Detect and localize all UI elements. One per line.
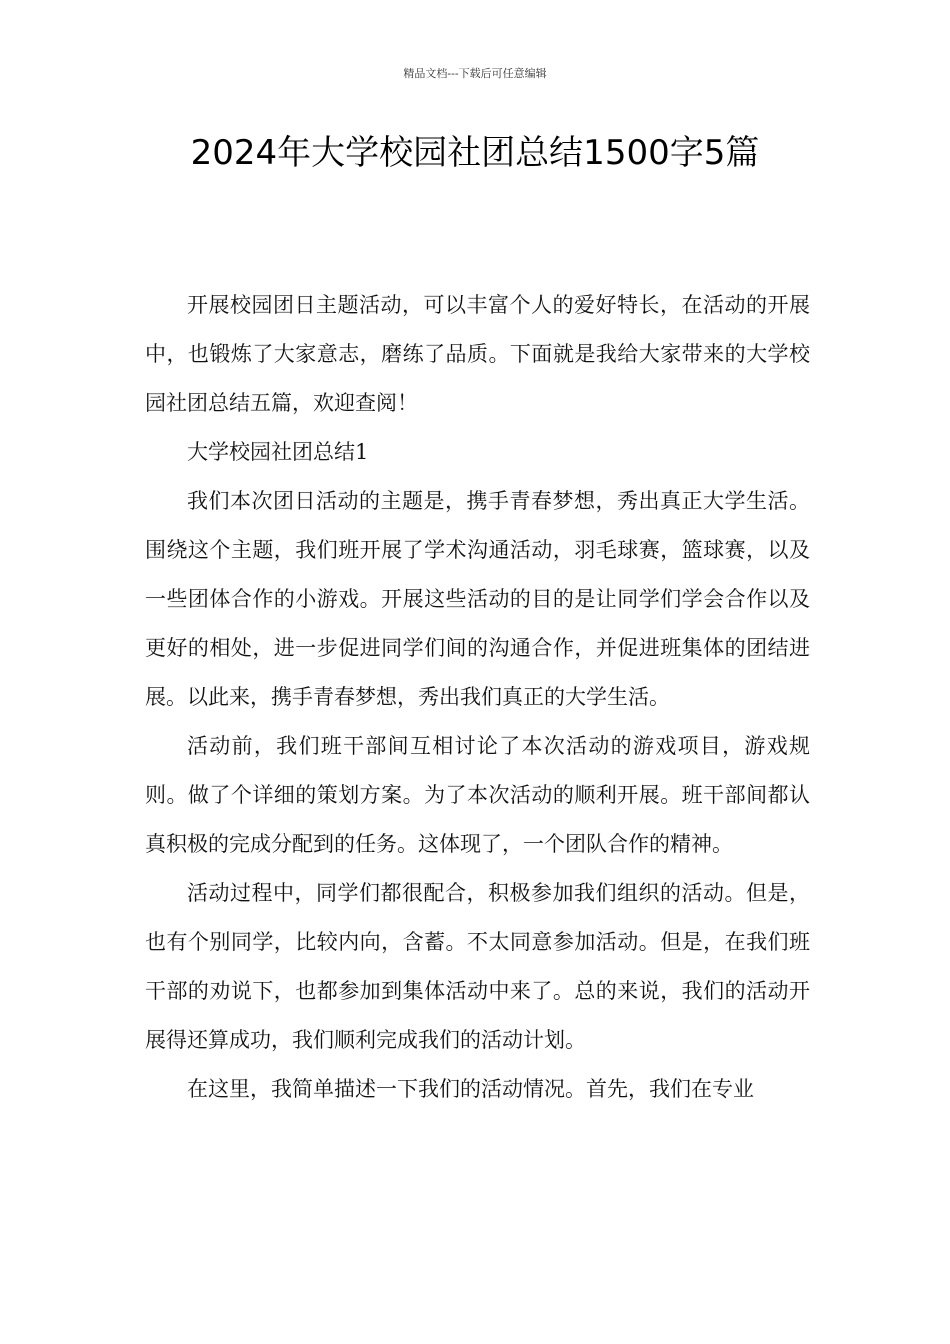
paragraph: 在这里，我简单描述一下我们的活动情况。首先，我们在专业: [187, 1077, 754, 1101]
section-heading: 大学校园社团总结1: [187, 440, 369, 464]
paragraph: 活动前，我们班干部间互相讨论了本次活动的游戏项目，游戏规则。做了个详细的策划方案。为了本次活动的顺利开展。班干部间都认真积极的完成分配到的任务。这体现了，一个团队合作的精神。: [145, 734, 810, 856]
paragraph: 活动过程中，同学们都很配合，积极参加我们组织的活动。但是，也有个别同学，比较内向，含蓄。不太同意参加活动。但是，在我们班干部的劝说下，也都参加到集体活动中来了。总的来说，我们的活动开展得还算成功，我们顺利完成我们的活动计划。: [145, 881, 810, 1052]
paragraph: 我们本次团日活动的主题是，携手青春梦想，秀出真正大学生活。围绕这个主题，我们班开展了学术沟通活动，羽毛球赛，篮球赛，以及一些团体合作的小游戏。开展这些活动的目的是让同学们学会合作以及更好的相处，进一步促进同学们间的沟通合作，并促进班集体的团结进展。以此来，携手青春梦想，秀出我们真正的大学生活。: [145, 489, 810, 709]
paragraph-intro: 开展校园团日主题活动，可以丰富个人的爱好特长，在活动的开展中，也锻炼了大家意志，磨练了品质。下面就是我给大家带来的大学校园社团总结五篇，欢迎查阅！: [145, 293, 810, 415]
document-body: [145, 281, 810, 1114]
document-title: 2024年大学校园社团总结1500字5篇: [190, 133, 760, 173]
page-header: 精品文档---下载后可任意编辑: [403, 67, 547, 80]
